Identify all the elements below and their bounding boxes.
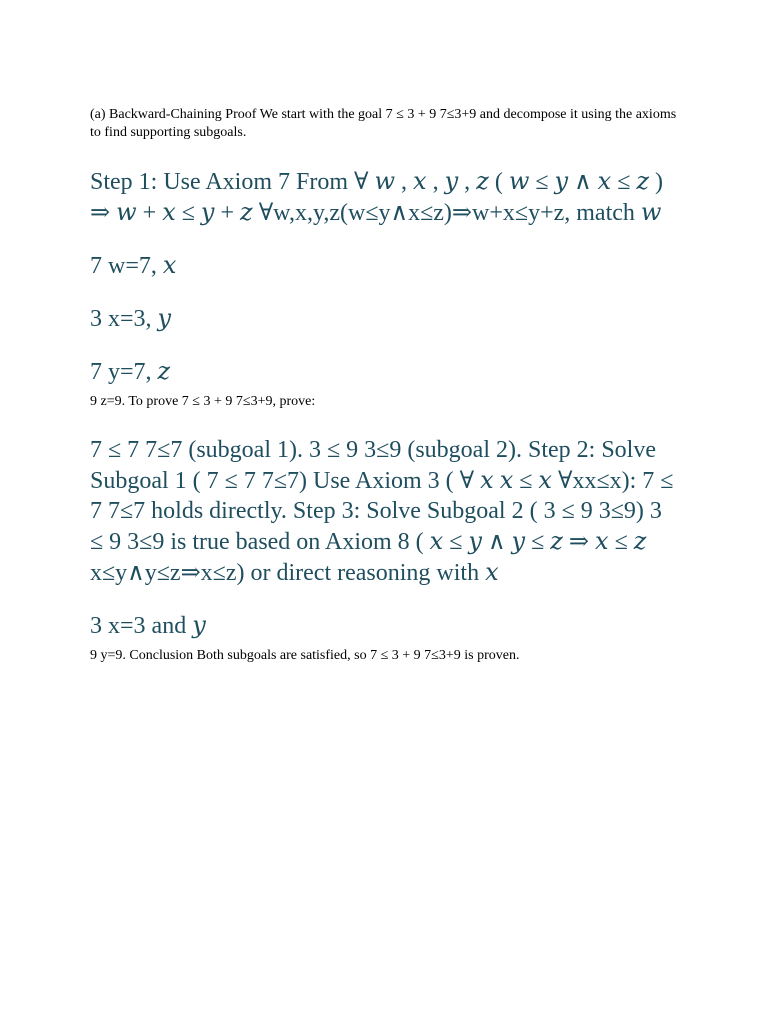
line-and-text: 3 x=3 and	[90, 613, 193, 639]
line-x-and-assignment	[90, 610, 680, 641]
math-var-x: x	[162, 198, 176, 226]
step2-text-3: ≤	[513, 468, 539, 494]
step2-text-1: 7 ≤ 7 7≤7 (subgoal 1). 3 ≤ 9 3≤9 (subgoal 2). Step 2: Solve Subgoal 1 ( 7 ≤ 7 7≤7) Use Axiom 3 ( ∀	[90, 437, 656, 494]
steps-2-3-paragraph	[90, 435, 680, 588]
step1-text-6: ≤	[529, 169, 555, 195]
math-var-y: y	[192, 611, 206, 639]
z-assignment-paragraph: 9 z=9. To prove 7 ≤ 3 + 9 7≤3+9, prove:	[90, 394, 316, 409]
math-var-w: w	[640, 198, 662, 226]
step1-text-5: (	[488, 169, 509, 195]
step1-text-4: ,	[458, 169, 477, 195]
line-w-text: 7 w=7,	[90, 253, 163, 279]
math-var-x: x	[597, 167, 612, 195]
math-var-w: w	[508, 167, 530, 195]
step1-text-9: ) ⇒	[90, 169, 664, 226]
step1-text-3: ,	[426, 169, 445, 195]
document-page	[90, 106, 680, 665]
math-var-x: x	[162, 251, 177, 279]
step2-text-10: x≤y∧y≤z⇒x≤z) or direct reasoning with	[90, 560, 486, 586]
step1-text-2: ,	[395, 169, 414, 195]
math-var-w: w	[374, 167, 396, 195]
step1-text-11: ≤	[175, 200, 201, 226]
step1-text-8: ≤	[611, 169, 637, 195]
math-var-z: z	[636, 167, 650, 195]
math-var-z: z	[240, 198, 253, 226]
math-var-x: x	[413, 167, 427, 195]
line-y-text: 7 y=7,	[90, 359, 158, 385]
math-var-x: x	[480, 466, 494, 494]
math-var-y: y	[511, 527, 526, 555]
math-var-w: w	[116, 198, 137, 226]
step1-text-10: +	[136, 200, 163, 226]
step2-text-5: ≤	[443, 529, 469, 555]
math-var-z: z	[633, 527, 647, 555]
math-var-x: x	[538, 466, 552, 494]
math-var-z: z	[157, 357, 171, 385]
math-var-y: y	[468, 527, 482, 555]
math-var-x: x	[499, 466, 514, 494]
math-var-z: z	[550, 527, 563, 555]
step2-text-4: ∀xx≤x): 7 ≤ 7 7≤7 holds directly. Step 3: Solve Subgoal 2 ( 3 ≤ 9 3≤9) 3 ≤ 9 3≤9 is true based on Axiom 8 (	[90, 468, 674, 555]
math-var-y: y	[157, 304, 172, 332]
step2-text-6: ∧	[481, 529, 512, 555]
step2-text-7: ≤	[525, 529, 551, 555]
step1-text-1: Step 1: Use Axiom 7 From ∀	[90, 169, 375, 195]
math-var-y: y	[444, 167, 459, 195]
line-x-assignment	[90, 303, 680, 334]
intro-paragraph: (a) Backward-Chaining Proof We start with the goal 7 ≤ 3 + 9 7≤3+9 and decompose it using the axioms to find supporting subgoals.	[90, 107, 677, 140]
step1-text-7: ∧	[568, 169, 598, 195]
step2-text-8: ⇒	[562, 529, 596, 555]
step1-text-13: ∀w,x,y,z(w≤y∧x≤z)⇒w+x≤y+z, match	[252, 200, 641, 226]
math-var-x: x	[429, 527, 444, 555]
math-var-x: x	[595, 527, 609, 555]
step1-text-12: +	[214, 200, 241, 226]
conclusion-paragraph: 9 y=9. Conclusion Both subgoals are satisfied, so 7 ≤ 3 + 9 7≤3+9 is proven.	[90, 648, 520, 663]
math-var-y: y	[554, 167, 569, 195]
line-w-assignment	[90, 250, 680, 281]
step1-paragraph	[90, 166, 680, 228]
step2-text-9: ≤	[608, 529, 634, 555]
math-var-z: z	[476, 167, 489, 195]
math-var-x: x	[485, 558, 499, 586]
math-var-y: y	[200, 198, 215, 226]
line-x-text: 3 x=3,	[90, 306, 158, 332]
line-y-assignment	[90, 356, 680, 387]
